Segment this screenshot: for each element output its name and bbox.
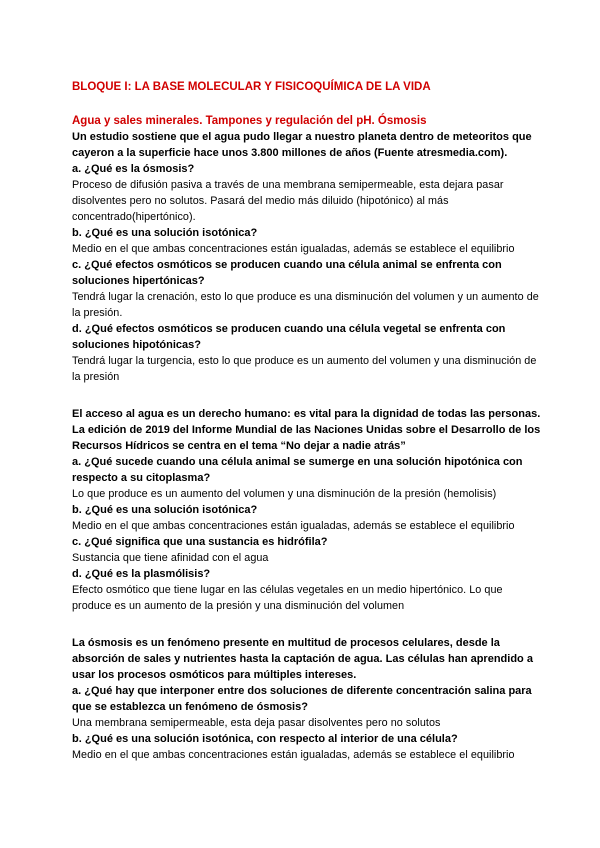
answer: Medio en el que ambas concentraciones están igualadas, además se establece el equilibrio xyxy=(72,749,515,761)
question: a. ¿Qué es la ósmosis? xyxy=(72,163,195,175)
answer: Sustancia que tiene afinidad con el agua xyxy=(72,552,269,564)
page-title: BLOQUE I: LA BASE MOLECULAR Y FISICOQUÍMICA DE LA VIDA xyxy=(72,81,431,93)
document-page xyxy=(72,80,542,763)
question: d. ¿Qué efectos osmóticos se producen cuando una célula vegetal se enfrenta con soluciones hipotónicas? xyxy=(72,323,506,351)
answer: Tendrá lugar la turgencia, esto lo que produce es un aumento del volumen y una disminución de la presión xyxy=(72,355,537,383)
question: a. ¿Qué sucede cuando una célula animal se sumerge en una solución hipotónica con respecto a su citoplasma? xyxy=(72,456,523,484)
question: b. ¿Qué es una solución isotónica? xyxy=(72,504,258,516)
question: b. ¿Qué es una solución isotónica? xyxy=(72,227,258,239)
answer: Lo que produce es un aumento del volumen y una disminución de la presión (hemolisis) xyxy=(72,488,497,500)
answer: Medio en el que ambas concentraciones están igualadas, además se establece el equilibrio xyxy=(72,520,515,532)
exercise-block-3 xyxy=(72,635,542,763)
exercise-block-1 xyxy=(72,129,542,385)
question: a. ¿Qué hay que interponer entre dos soluciones de diferente concentración salina para que se establezca un fenómeno de ósmosis? xyxy=(72,685,532,713)
answer: Efecto osmótico que tiene lugar en las células vegetales en un medio hipertónico. Lo que produce es un aumento de la presión y una disminución del volumen xyxy=(72,584,503,612)
section-subtitle: Agua y sales minerales. Tampones y regulación del pH. Ósmosis xyxy=(72,115,427,127)
answer: Tendrá lugar la crenación, esto lo que produce es una disminución del volumen y un aumento de la presión. xyxy=(72,291,539,319)
question: b. ¿Qué es una solución isotónica, con respecto al interior de una célula? xyxy=(72,733,458,745)
question: c. ¿Qué significa que una sustancia es hidrófila? xyxy=(72,536,328,548)
answer: Una membrana semipermeable, esta deja pasar disolventes pero no solutos xyxy=(72,717,441,729)
exercise-intro: El acceso al agua es un derecho humano: es vital para la dignidad de todas las personas. La edición de 2019 del Informe Mundial de las Naciones Unidas sobre el Desarrollo de los Recursos Hídricos se centra en el tema “No dejar a nadie atrás” xyxy=(72,408,541,452)
exercise-intro: La ósmosis es un fenómeno presente en multitud de procesos celulares, desde la absorción de sales y nutrientes hasta la captación de agua. Las células han aprendido a usar los procesos osmóticos para múltiples intereses. xyxy=(72,637,533,681)
answer: Medio en el que ambas concentraciones están igualadas, además se establece el equilibrio xyxy=(72,243,515,255)
question: d. ¿Qué es la plasmólisis? xyxy=(72,568,211,580)
exercise-intro: Un estudio sostiene que el agua pudo llegar a nuestro planeta dentro de meteoritos que cayeron a la superficie hace unos 3.800 millones de años (Fuente atresmedia.com). xyxy=(72,131,532,159)
question: c. ¿Qué efectos osmóticos se producen cuando una célula animal se enfrenta con soluciones hipertónicas? xyxy=(72,259,502,287)
answer: Proceso de difusión pasiva a través de una membrana semipermeable, esta dejara pasar disolventes pero no solutos. Pasará del medio más diluido (hipotónico) al más concentrado(hipertónico). xyxy=(72,179,504,223)
exercise-block-2 xyxy=(72,406,542,614)
